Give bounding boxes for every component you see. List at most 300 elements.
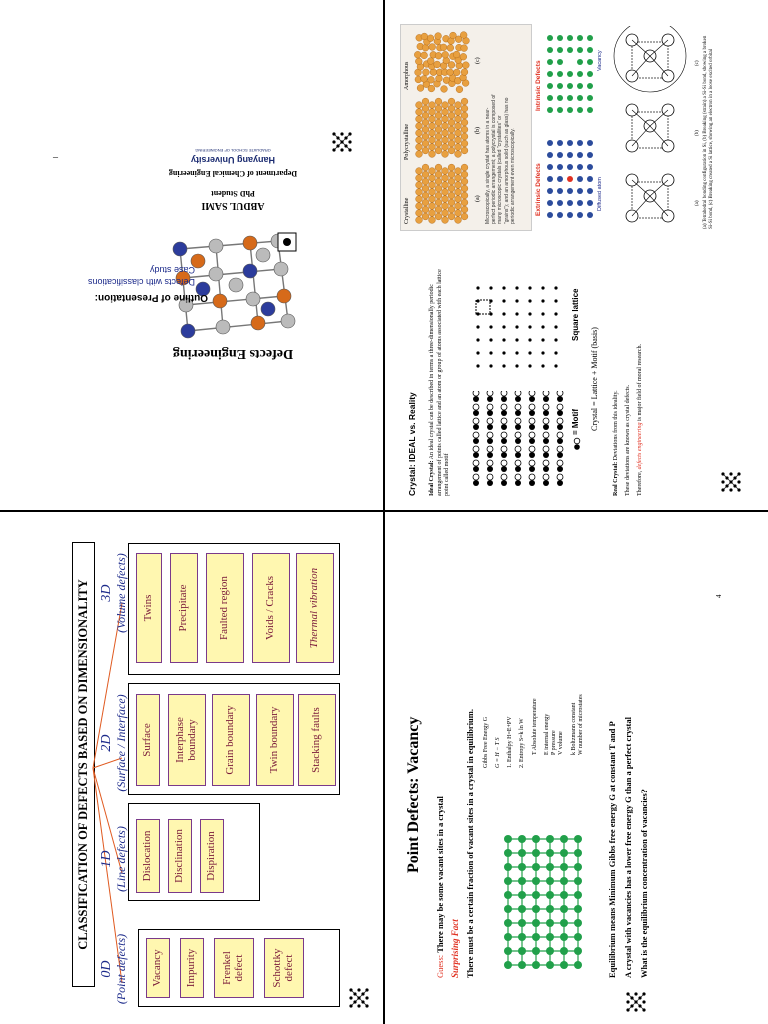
lattice-atom <box>532 835 540 843</box>
lattice-atom <box>560 877 568 885</box>
defect-atom <box>547 188 553 194</box>
intrinsic-defect-grid <box>545 26 595 116</box>
defect-atom <box>577 176 583 182</box>
lattice-point <box>554 351 557 354</box>
packed-atom <box>422 213 429 220</box>
packed-atom <box>416 151 423 158</box>
s3-thermal: Thermal vibration <box>296 553 334 663</box>
lattice-atom <box>504 835 512 843</box>
packed-atom <box>421 33 428 40</box>
lattice-point <box>502 338 505 341</box>
slide1-title: Defects Engineering <box>172 346 294 361</box>
lattice-atom <box>532 919 540 927</box>
lattice-atom <box>560 835 568 843</box>
packed-atom <box>461 126 468 133</box>
lattice-point <box>528 325 531 328</box>
atom <box>209 267 223 281</box>
packed-atom <box>435 164 442 171</box>
atom <box>243 236 257 250</box>
lattice-atom <box>532 877 540 885</box>
packed-atom <box>416 210 423 217</box>
packed-atom <box>435 98 442 105</box>
lower-energy-text: A crystal with vacancies has a lower free energy G than a perfect crystal <box>623 716 633 978</box>
lattice-atom <box>504 961 512 969</box>
packed-atom <box>435 119 442 126</box>
packed-atom <box>423 69 430 76</box>
packed-atom <box>421 52 428 59</box>
lattice-point <box>515 325 518 328</box>
packed-atom <box>422 199 429 206</box>
lattice-point <box>489 351 492 354</box>
packed-atom <box>453 69 460 76</box>
lattice-point <box>476 351 479 354</box>
motif-atom <box>515 452 521 458</box>
s3-grain: Grain boundary <box>212 694 250 786</box>
s3-0d-sub: (Point defects) <box>113 933 128 1005</box>
motif-atom <box>529 452 535 458</box>
packed-atom <box>429 102 436 109</box>
lattice-point <box>554 299 557 302</box>
motif-atom <box>515 410 521 416</box>
defect-atom <box>587 212 593 218</box>
motif-atom <box>473 474 479 480</box>
packed-atom <box>416 175 423 182</box>
atom <box>281 314 295 328</box>
atom <box>173 242 187 256</box>
s3-1d-sub: (Line defects) <box>113 826 128 892</box>
defect-atom <box>557 200 563 206</box>
motif-atom <box>557 480 563 486</box>
lattice-atom <box>574 919 582 927</box>
lattice-point <box>489 325 492 328</box>
lattice-point <box>528 351 531 354</box>
ideal-body: An ideal crystal can be described in terms a three-dimensionally periodic arrangement of points called lattice and an atom or group of atoms associated with each lattice point called motif <box>429 269 450 496</box>
motif-atom <box>529 474 535 480</box>
university-logo: Hanyang University <box>190 155 276 165</box>
lattice-point <box>502 312 505 315</box>
lattice-atom <box>532 947 540 955</box>
packed-atom <box>429 210 436 217</box>
motif-atom <box>473 432 479 438</box>
lattice-atom <box>574 933 582 941</box>
defect-atom <box>557 95 563 101</box>
motif-atom <box>529 466 535 472</box>
packed-atom <box>428 76 435 83</box>
lattice-point <box>502 351 505 354</box>
motif-atom <box>543 418 549 424</box>
motif-atom <box>543 480 549 486</box>
s3-2d-sub: (Surface / Interface) <box>113 694 128 792</box>
motif-atom <box>473 446 479 452</box>
packed-atom <box>435 213 442 220</box>
real-crystal-text <box>613 256 621 496</box>
packed-atom <box>462 62 469 69</box>
packed-atom <box>455 196 462 203</box>
s3-hdr-3d <box>100 538 127 648</box>
motif-atom <box>557 452 563 458</box>
motif-atom <box>473 480 479 486</box>
lattice-atom <box>560 905 568 913</box>
atom <box>261 302 275 316</box>
atom <box>216 320 230 334</box>
lattice-point <box>476 338 479 341</box>
defect-atom <box>557 176 563 182</box>
lattice-atom <box>560 891 568 899</box>
lattice-point <box>554 325 557 328</box>
motif-atom <box>501 424 507 430</box>
department: Department of Chemical Engineering <box>168 169 298 178</box>
ideal-text <box>429 256 452 496</box>
defect-atom <box>587 152 593 158</box>
packed-atom <box>429 123 436 130</box>
defect-atom <box>557 47 563 53</box>
si-bond <box>650 196 668 216</box>
silicon-bonding-diagram <box>610 26 695 231</box>
packed-atom <box>442 51 449 58</box>
packed-atom <box>441 86 448 93</box>
dash-mark: – <box>53 152 58 163</box>
lattice-atom <box>574 947 582 955</box>
packed-atom <box>416 168 423 175</box>
defect-atom <box>577 83 583 89</box>
packed-atom <box>422 206 429 213</box>
lattice-atom <box>532 905 540 913</box>
motif-atom <box>529 480 535 486</box>
lattice-point <box>502 299 505 302</box>
packed-atom <box>455 210 462 217</box>
packed-atom <box>440 44 447 51</box>
lattice-atom <box>504 891 512 899</box>
motif-atom <box>487 460 493 466</box>
si-letter-a: (a) <box>695 200 700 206</box>
packed-atom <box>442 175 449 182</box>
therefore-suffix: is major field of moral research. <box>637 344 643 422</box>
motif-atom <box>557 474 563 480</box>
packed-atom <box>455 182 462 189</box>
extrinsic-label: Extrinsic Defects <box>535 163 542 216</box>
defect-atom <box>567 152 573 158</box>
defect-atom <box>557 35 563 41</box>
lattice-atom <box>518 877 526 885</box>
defect-atom <box>577 71 583 77</box>
packed-atom <box>455 130 462 137</box>
motif-atom <box>557 438 563 444</box>
motif-atom <box>487 438 493 444</box>
packed-atom <box>447 44 454 51</box>
packed-atom <box>455 102 462 109</box>
motif-atom <box>487 410 493 416</box>
packed-atom <box>442 123 449 130</box>
defect-atom <box>557 152 563 158</box>
defect-atom <box>547 176 553 182</box>
packed-atom <box>416 217 423 224</box>
lattice-atom <box>532 961 540 969</box>
motif-atom <box>501 391 507 396</box>
packed-atom <box>422 192 429 199</box>
lattice-point <box>515 286 518 289</box>
lattice-atom <box>546 919 554 927</box>
packed-atom <box>429 168 436 175</box>
defect-atom <box>547 35 553 41</box>
defect-atom <box>577 140 583 146</box>
motif-atom <box>501 410 507 416</box>
packed-atom <box>434 61 441 68</box>
s3-stacking: Stacking faults <box>298 694 336 786</box>
motif-atom <box>515 466 521 472</box>
defect-atom <box>587 35 593 41</box>
ideal-label: Ideal Crystal: <box>429 460 435 496</box>
w-def: W number of microstates <box>578 694 584 755</box>
motif-atom <box>487 418 493 424</box>
packed-atom <box>429 175 436 182</box>
motif-atom <box>515 460 521 466</box>
defect-atom <box>557 212 563 218</box>
lattice-atom <box>546 863 554 871</box>
motif-atom <box>473 424 479 430</box>
lattice-point <box>541 338 544 341</box>
guess-label: Guess: <box>435 954 445 978</box>
enthalpy: 1. Enthalpy H=E+PV <box>507 716 513 768</box>
defect-atom <box>577 59 583 65</box>
packed-atom <box>416 203 423 210</box>
motif-atom <box>473 396 479 402</box>
packed-atom <box>428 85 435 92</box>
defect-atom <box>577 212 583 218</box>
lattice-point <box>502 325 505 328</box>
packed-atom <box>429 130 436 137</box>
lattice-atom <box>518 933 526 941</box>
packed-atom <box>442 189 449 196</box>
packed-atom <box>435 171 442 178</box>
defect-atom <box>547 95 553 101</box>
packed-atom <box>461 112 468 119</box>
atom <box>229 278 243 292</box>
packed-atom <box>461 178 468 185</box>
packed-atom <box>442 130 449 137</box>
vacancy-label: Vacancy <box>597 50 603 71</box>
motif-atom <box>529 410 535 416</box>
lattice-atom <box>546 835 554 843</box>
packed-atom <box>448 147 455 154</box>
motif-atom <box>487 391 493 396</box>
microscopic-text: Microscopically, a single crystal has atoms in a near-perfect periodic arrangement; a polycrystal is composed of many microscopic crystals (called "crystallites" or "grains"); and an amorphous solid (such as glass) has no periodic arrangement even microscopically. <box>485 94 516 224</box>
defect-atom <box>557 140 563 146</box>
s3-2d: 2D <box>99 734 114 752</box>
defect-atom <box>577 188 583 194</box>
motif-atom <box>543 391 549 396</box>
logo-lattice-icon <box>331 131 353 153</box>
packed-atom <box>435 199 442 206</box>
motif-atom <box>487 432 493 438</box>
packed-atom <box>422 112 429 119</box>
defect-atom <box>577 107 583 113</box>
packed-atom <box>415 58 422 65</box>
motif-atom <box>557 466 563 472</box>
lattice-point <box>528 364 531 367</box>
packed-atom <box>461 213 468 220</box>
motif-atom <box>515 404 521 410</box>
packed-atom <box>429 203 436 210</box>
v-def: V volume <box>558 731 564 755</box>
s3-1d: 1D <box>99 850 114 868</box>
lattice-point <box>541 312 544 315</box>
packed-atom <box>448 98 455 105</box>
motif-atom <box>557 446 563 452</box>
e-def: E internal energy <box>544 713 550 755</box>
defect-atom <box>587 140 593 146</box>
lattice-atom <box>518 905 526 913</box>
packed-atom <box>422 171 429 178</box>
outline-item-2: Case study <box>149 265 195 275</box>
lattice-point <box>528 286 531 289</box>
lattice-atom <box>574 961 582 969</box>
packed-atom <box>427 58 434 65</box>
lattice-point <box>489 364 492 367</box>
motif-atom <box>529 446 535 452</box>
real-label: Real Crystal: <box>613 461 619 496</box>
packed-atom <box>461 147 468 154</box>
packed-atom <box>442 217 449 224</box>
lattice-point <box>489 338 492 341</box>
lattice-atom <box>504 919 512 927</box>
packed-atom <box>448 164 455 171</box>
s3-3d-sub: (Volume defects) <box>113 553 128 633</box>
defect-atom <box>557 71 563 77</box>
vacancy-lattice <box>500 823 585 973</box>
packed-atom <box>435 178 442 185</box>
packed-atom <box>429 137 436 144</box>
defect-atom <box>557 107 563 113</box>
packed-atom <box>422 133 429 140</box>
motif-atom <box>529 460 535 466</box>
motif-atom <box>529 418 535 424</box>
img-letter-a: (a) <box>475 195 481 202</box>
s3-frenkel: Frenkel defect <box>214 938 254 998</box>
s3-impurity: Impurity <box>180 938 204 998</box>
motif-label: = Motif <box>571 409 580 435</box>
s3-disclination: Disclination <box>168 819 192 893</box>
motif-atom <box>543 432 549 438</box>
defect-atom <box>577 95 583 101</box>
packed-atom <box>455 203 462 210</box>
lattice-point <box>528 299 531 302</box>
guess-text: There may be some vacant sites in a crystal <box>435 796 445 953</box>
defect-atom <box>547 212 553 218</box>
defect-atom <box>547 71 553 77</box>
outline-heading: Outline of Presentation: <box>94 292 208 303</box>
packed-atom <box>461 133 468 140</box>
packed-atom <box>461 45 468 52</box>
packed-atom <box>422 119 429 126</box>
packed-atom <box>422 126 429 133</box>
packed-atom <box>455 175 462 182</box>
motif-atom <box>501 446 507 452</box>
defect-atom <box>567 107 573 113</box>
motif-atom <box>529 432 535 438</box>
packed-atom <box>448 105 455 112</box>
motif-atom <box>557 396 563 402</box>
img-letter-c: (c) <box>475 57 481 64</box>
lattice-atom <box>546 849 554 857</box>
defect-atom <box>587 83 593 89</box>
packed-atom <box>430 69 437 76</box>
lattice-atom <box>532 863 540 871</box>
motif-atom <box>529 424 535 430</box>
packed-atom <box>435 133 442 140</box>
motif-atom <box>473 452 479 458</box>
motif-atom <box>515 391 521 396</box>
packed-atom <box>447 69 454 76</box>
s3-twin-boundary: Twin boundary <box>256 694 294 786</box>
packed-atom <box>421 75 428 82</box>
packed-atom <box>448 206 455 213</box>
lattice-atom <box>574 877 582 885</box>
s3-faulted: Faulted region <box>206 553 244 663</box>
lattice-point <box>502 364 505 367</box>
defect-atom <box>577 35 583 41</box>
packed-atom <box>448 185 455 192</box>
motif-atom <box>529 391 535 396</box>
defect-atom <box>587 164 593 170</box>
lattice-point <box>541 364 544 367</box>
packed-atom <box>442 203 449 210</box>
lattice-atom <box>532 933 540 941</box>
packed-atom <box>429 109 436 116</box>
defect-atom <box>567 176 573 182</box>
motif-atom <box>487 452 493 458</box>
packed-atom <box>435 140 442 147</box>
motif-atom <box>487 396 493 402</box>
packed-atom <box>461 206 468 213</box>
slide-2-crystal <box>385 0 768 511</box>
entropy: 2. Entropy S=k ln W <box>519 718 525 768</box>
motif-atom <box>501 460 507 466</box>
packed-atom <box>416 144 423 151</box>
deviations-text: These deviations are known as crystal defects. <box>625 384 631 496</box>
defect-atom <box>577 47 583 53</box>
lattice-point <box>515 364 518 367</box>
packed-atom <box>422 147 429 154</box>
defect-atom <box>547 47 553 53</box>
author-name: ABDUL SAMI <box>201 200 265 211</box>
crystal-equation: Crystal = Lattice + Motif (basis) <box>590 327 599 431</box>
si-letter-b: (b) <box>695 130 700 136</box>
packed-atom <box>448 192 455 199</box>
lattice-atom <box>546 961 554 969</box>
s3-0d: 0D <box>99 960 114 978</box>
packed-atom <box>422 178 429 185</box>
lattice-atom <box>546 947 554 955</box>
si-caption: (a) Tetrahedral bonding configuration in Si, (b) Breaking (strain) a Si-Si bond, showing a broken Si-Si bond, (c) Breaking created a Si lattice, showing an electron in a loose excited orbital <box>703 35 714 229</box>
packed-atom <box>460 32 467 39</box>
packed-atom <box>435 192 442 199</box>
lattice-point <box>515 312 518 315</box>
packed-atom <box>435 206 442 213</box>
motif-atom <box>543 396 549 402</box>
surprising-fact: Surprising Fact <box>450 919 460 978</box>
packed-atom <box>461 192 468 199</box>
defect-atom <box>567 95 573 101</box>
packed-atom <box>461 105 468 112</box>
equilibrium-text: Equilibrium means Minimum Gibbs free energy G at constant T and P <box>607 721 617 978</box>
slide3-render <box>0 512 383 1023</box>
packed-atom <box>448 171 455 178</box>
defect-atom <box>567 71 573 77</box>
s3-precipitate: Precipitate <box>170 553 198 663</box>
packed-atom <box>448 133 455 140</box>
packed-atom <box>429 182 436 189</box>
real-body: Deviations from this ideality. <box>613 390 619 461</box>
